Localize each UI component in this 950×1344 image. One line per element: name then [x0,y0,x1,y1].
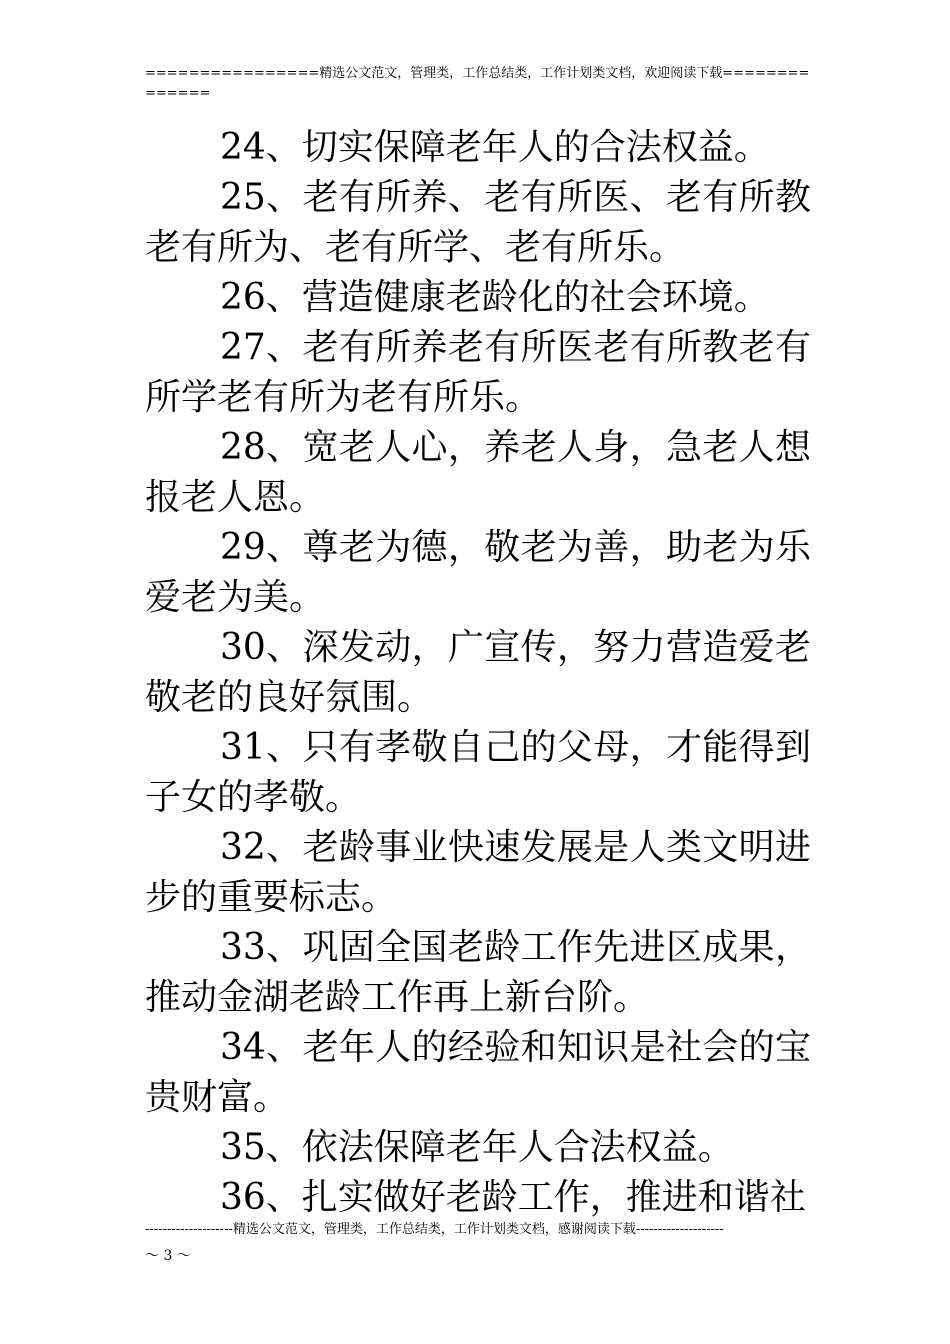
slogan-paragraph-33: 33、巩固全国老龄工作先进区成果，推动金湖老龄工作再上新台阶。 [145,927,811,1018]
slogan-paragraph-31: 31、只有孝敬自己的父母，才能得到子女的孝敬。 [145,727,811,818]
slogan-paragraph-28: 28、宽老人心，养老人身，急老人想报老人恩。 [145,427,811,518]
slogan-paragraph-35: 35、依法保障老年人合法权益。 [220,1127,734,1168]
page-header: ================精选公文范文，管理类，工作总结类，工作计划类文档，欢迎阅读下载============== [145,66,810,101]
slogan-paragraph-27: 27、老有所养老有所医老有所教老有所学老有所为老有所乐。 [145,327,811,418]
slogan-paragraph-29: 29、尊老为德，敬老为善，助老为乐爱老为美。 [145,527,811,618]
document-body [145,123,811,1223]
slogan-paragraph-36: 36、扎实做好老龄工作，推进和谐社 [220,1177,806,1218]
slogan-paragraph-30: 30、深发动，广宣传，努力营造爱老敬老的良好氛围。 [145,627,811,718]
page-footer: --------------------精选公文范文，管理类，工作总结类，工作计划类文档，感谢阅读下载-------------------- [145,1222,724,1237]
slogan-paragraph-34: 34、老年人的经验和知识是社会的宝贵财富。 [145,1027,811,1118]
slogan-paragraph-32: 32、老龄事业快速发展是人类文明进步的重要标志。 [145,827,811,918]
page-number: ～ 3 ～ [145,1248,191,1264]
slogan-paragraph-24: 24、切实保障老年人的合法权益。 [220,127,770,168]
slogan-paragraph-25: 25、老有所养、老有所医、老有所教老有所为、老有所学、老有所乐。 [145,177,811,268]
slogan-paragraph-26: 26、营造健康老龄化的社会环境。 [220,277,770,318]
